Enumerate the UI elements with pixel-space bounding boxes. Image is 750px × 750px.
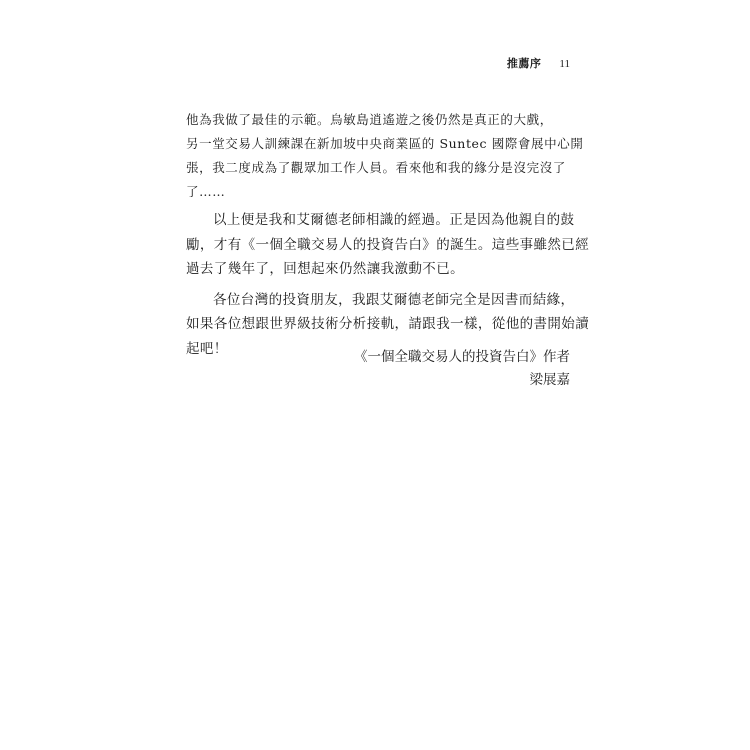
signature-book-title: 《一個全職交易人的投資告白》作者 [354, 349, 570, 365]
running-header [507, 55, 570, 71]
text-line: 過去了幾年了，回想起來仍然讓我激動不已。 [186, 261, 464, 277]
text-line: 另一堂交易人訓練課在新加坡中央商業區的 Suntec 國際會展中心開 [186, 136, 584, 151]
text-line: 起吧！ [186, 340, 228, 357]
text-line: 勵，才有《一個全職交易人的投資告白》的誕生。這些事雖然已經 [186, 236, 590, 253]
signature-author: 梁展嘉 [529, 372, 570, 388]
text-line: 了…… [186, 184, 226, 199]
paragraph [186, 208, 590, 282]
text-line: 如果各位想跟世界級技術分析接軌，請跟我一樣，從他的書開始讀 [186, 316, 590, 332]
text-line: 各位台灣的投資朋友，我跟艾爾德老師完全是因書而結緣， [213, 291, 575, 308]
signature-block [354, 346, 570, 392]
text-line: 張，我二度成為了觀眾加工作人員。看來他和我的緣分是沒完沒了 [186, 160, 566, 175]
quote-paragraph [186, 108, 584, 204]
body-text [186, 108, 590, 367]
text-line: 他為我做了最佳的示範。烏敏島逍遙遊之後仍然是真正的大戲， [186, 112, 553, 127]
text-line: 以上便是我和艾爾德老師相識的經過。正是因為他親自的鼓 [213, 212, 575, 228]
chapter-title: 推薦序 [506, 57, 542, 70]
page-number: 11 [559, 58, 570, 70]
